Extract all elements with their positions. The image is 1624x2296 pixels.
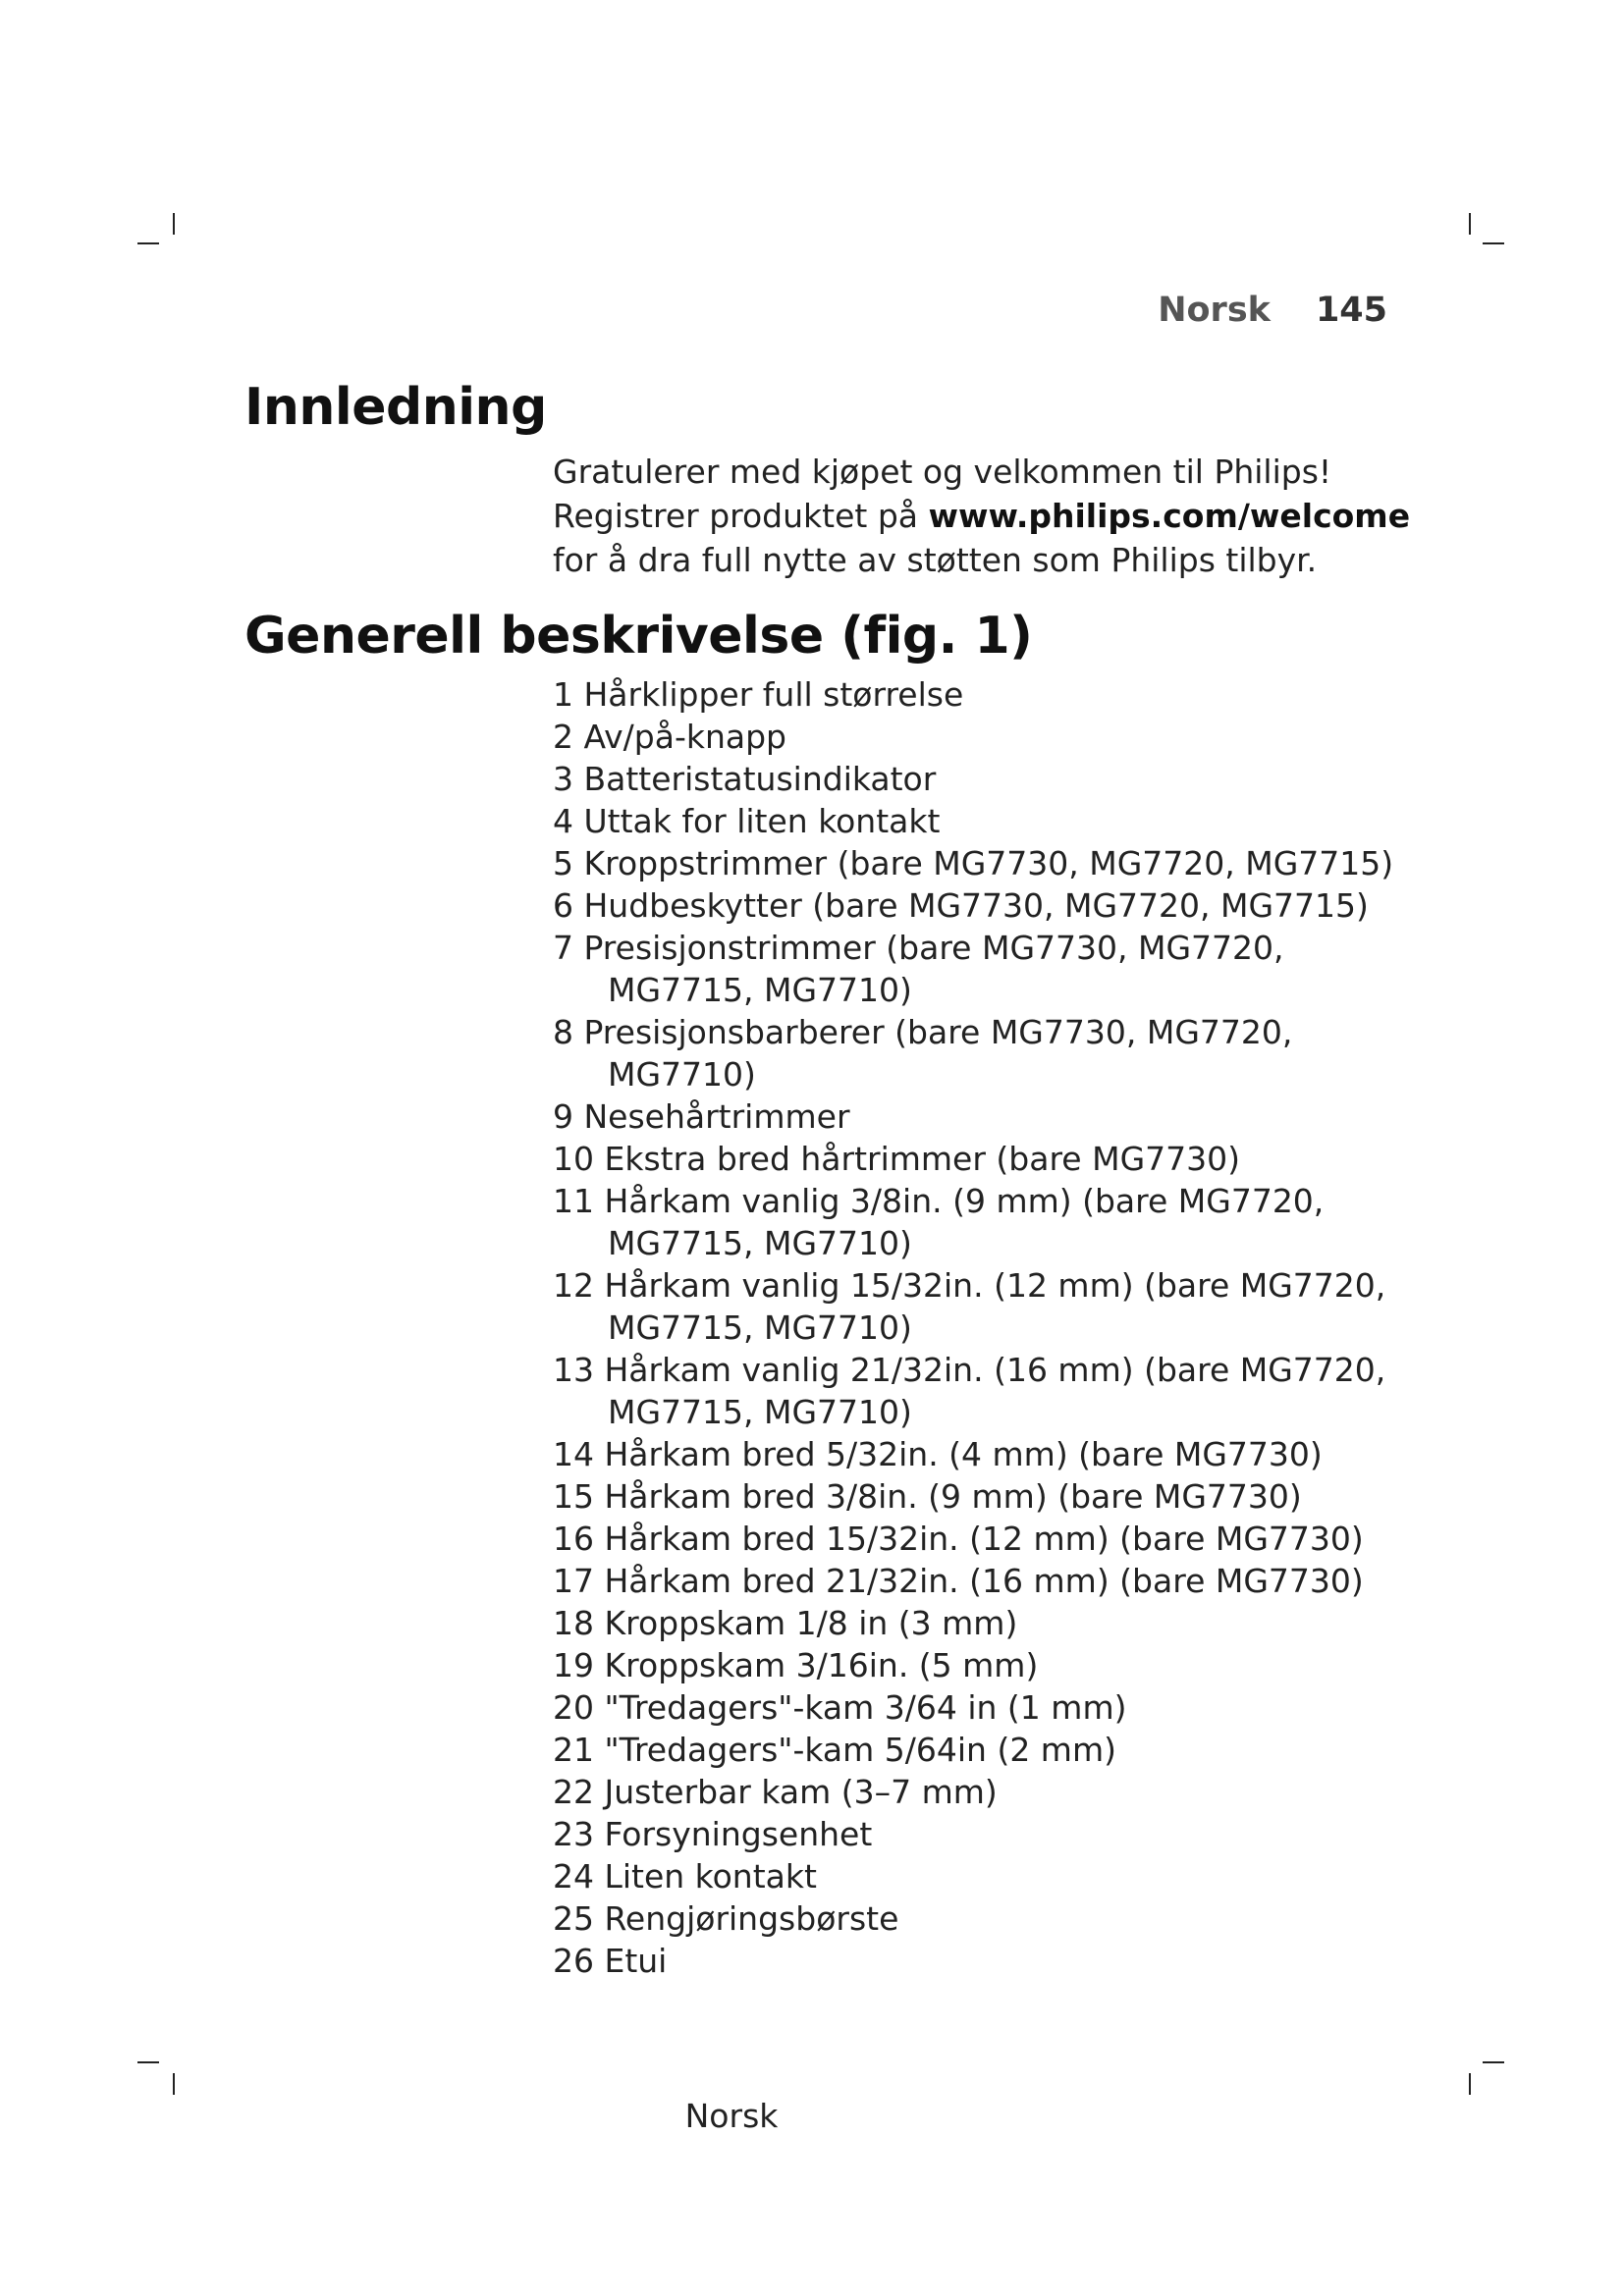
footer-language: Norsk xyxy=(684,2097,779,2135)
part-list-item: 24 Liten kontakt xyxy=(553,1857,817,1896)
page-number: 145 xyxy=(1315,291,1387,330)
part-list-item: 18 Kroppskam 1/8 in (3 mm) xyxy=(553,1604,1018,1642)
part-list-item: 8 Presisjonsbarberer (bare MG7730, MG7720, MG7710) xyxy=(553,1013,1293,1094)
part-list-item: 13 Hårkam vanlig 21/32in. (16 mm) (bare MG7720, MG7715, MG7710) xyxy=(553,1351,1386,1431)
intro-heading: Innledning xyxy=(244,378,547,437)
crop-mark-top-left-h xyxy=(137,242,159,244)
description-heading: Generell beskrivelse (fig. 1) xyxy=(244,607,1033,666)
crop-mark-top-right-v xyxy=(1469,213,1471,235)
part-list-item: 20 "Tredagers"-kam 3/64 in (1 mm) xyxy=(553,1688,1127,1727)
crop-mark-top-right-h xyxy=(1483,242,1504,244)
part-list-item: 2 Av/på-knapp xyxy=(553,718,786,756)
part-list-item: 21 "Tredagers"-kam 5/64in (2 mm) xyxy=(553,1731,1116,1769)
crop-mark-bottom-right-v xyxy=(1469,2073,1471,2095)
part-list-item: 9 Nesehårtrimmer xyxy=(553,1097,850,1136)
crop-mark-bottom-left-h xyxy=(137,2061,159,2063)
philips-welcome-link[interactable]: www.philips.com/welcome xyxy=(928,497,1411,535)
intro-line-2-text: Registrer produktet på xyxy=(553,497,929,535)
part-list-item: 3 Batteristatusindikator xyxy=(553,760,937,798)
part-list-item: 26 Etui xyxy=(553,1942,668,1980)
part-list-item: 16 Hårkam bred 15/32in. (12 mm) (bare MG7730) xyxy=(553,1520,1364,1558)
part-list-item: 4 Uttak for liten kontakt xyxy=(553,802,941,840)
part-list-item: 5 Kroppstrimmer (bare MG7730, MG7720, MG7715) xyxy=(553,844,1394,882)
part-list-item: 23 Forsyningsenhet xyxy=(553,1815,873,1853)
crop-mark-bottom-right-h xyxy=(1483,2061,1504,2063)
part-list-item: 15 Hårkam bred 3/8in. (9 mm) (bare MG7730) xyxy=(553,1477,1302,1516)
intro-paragraph xyxy=(553,450,1436,582)
part-list-item: 6 Hudbeskytter (bare MG7730, MG7720, MG7715) xyxy=(553,886,1369,925)
part-list-item: 25 Rengjøringsbørste xyxy=(553,1899,899,1938)
part-list-item: 10 Ekstra bred hårtrimmer (bare MG7730) xyxy=(553,1140,1240,1178)
part-list-item: 1 Hårklipper full størrelse xyxy=(553,675,964,714)
part-list-item: 12 Hårkam vanlig 15/32in. (12 mm) (bare MG7720, MG7715, MG7710) xyxy=(553,1266,1386,1347)
intro-line-3: for å dra full nytte av støtten som Philips tilbyr. xyxy=(553,541,1318,579)
crop-mark-top-left-v xyxy=(173,213,175,235)
part-list-item: 17 Hårkam bred 21/32in. (16 mm) (bare MG7730) xyxy=(553,1562,1364,1600)
running-header xyxy=(1158,291,1387,330)
parts-list xyxy=(553,673,1436,1982)
crop-mark-bottom-left-v xyxy=(173,2073,175,2095)
part-list-item: 19 Kroppskam 3/16in. (5 mm) xyxy=(553,1646,1039,1684)
part-list-item: 11 Hårkam vanlig 3/8in. (9 mm) (bare MG7720, MG7715, MG7710) xyxy=(553,1182,1325,1262)
intro-line-2 xyxy=(553,494,1436,538)
header-language: Norsk xyxy=(1158,291,1271,330)
part-list-item: 14 Hårkam bred 5/32in. (4 mm) (bare MG7730) xyxy=(553,1435,1323,1473)
intro-line-1: Gratulerer med kjøpet og velkommen til Philips! xyxy=(553,453,1332,491)
part-list-item: 7 Presisjonstrimmer (bare MG7730, MG7720, MG7715, MG7710) xyxy=(553,929,1284,1009)
part-list-item: 22 Justerbar kam (3–7 mm) xyxy=(553,1773,998,1811)
